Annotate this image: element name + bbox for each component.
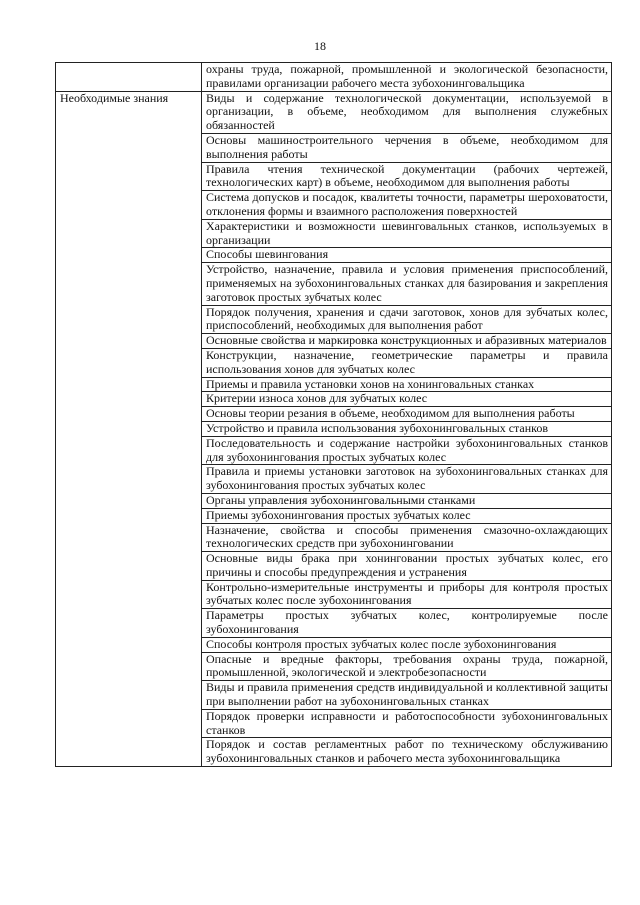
knowledge-item: Порядок получения, хранения и сдачи заготовок, хонов для зубчатых колес, приспособлений, необходимых для выполнения работ (202, 305, 612, 334)
empty-label-cell (56, 63, 202, 92)
knowledge-item: Виды и правила применения средств индивидуальной и коллективной защиты при выполнении работ на зубохонинговальных станках (202, 681, 612, 710)
knowledge-item: Правила чтения технической документации (рабочих чертежей, технологических карт) в объеме, необходимом для выполнения работы (202, 162, 612, 191)
knowledge-item: Приемы зубохонингования простых зубчатых колес (202, 508, 612, 523)
knowledge-item: Конструкции, назначение, геометрические параметры и правила использования хонов для зубчатых колес (202, 348, 612, 377)
knowledge-item: Основы машиностроительного черчения в объеме, необходимом для выполнения работы (202, 133, 612, 162)
knowledge-item: Контрольно-измерительные инструменты и приборы для контроля простых зубчатых колес после зубохонингования (202, 580, 612, 609)
knowledge-item: Порядок проверки исправности и работоспособности зубохонинговальных станков (202, 709, 612, 738)
knowledge-table (55, 62, 612, 767)
knowledge-item: Последовательность и содержание настройки зубохонинговальных станков для зубохонингования простых зубчатых колес (202, 436, 612, 465)
knowledge-item: Устройство и правила использования зубохонинговальных станков (202, 421, 612, 436)
knowledge-item: Основы теории резания в объеме, необходимом для выполнения работы (202, 407, 612, 422)
continuation-row (56, 63, 612, 92)
knowledge-item: Приемы и правила установки хонов на хонинговальных станках (202, 377, 612, 392)
knowledge-item: Основные свойства и маркировка конструкционных и абразивных материалов (202, 334, 612, 349)
knowledge-item: Органы управления зубохонинговальными станками (202, 493, 612, 508)
knowledge-item: Порядок и состав регламентных работ по техническому обслуживанию зубохонинговальных станков и рабочего места зубохонинговальщика (202, 738, 612, 767)
knowledge-item: Виды и содержание технологической документации, используемой в организации, в объеме, необходимом для выполнения служебных обязанностей (202, 91, 612, 133)
knowledge-item: Параметры простых зубчатых колес, контролируемые после зубохонингования (202, 609, 612, 638)
table-row (56, 91, 612, 133)
knowledge-item: Характеристики и возможности шевинговальных станков, используемых в организации (202, 219, 612, 248)
continuation-text: охраны труда, пожарной, промышленной и экологической безопасности, правилами организации рабочего места зубохонинговальщика (202, 63, 612, 92)
section-label: Необходимые знания (56, 91, 202, 766)
page-number: 18 (314, 39, 326, 53)
knowledge-item: Устройство, назначение, правила и условия применения приспособлений, применяемых на зубохонинговальных станках для базирования и закрепления заготовок простых зубчатых колес (202, 263, 612, 305)
knowledge-item: Правила и приемы установки заготовок на зубохонинговальных станках для зубохонингования простых зубчатых колес (202, 465, 612, 494)
knowledge-item: Основные виды брака при хонинговании простых зубчатых колес, его причины и способы предупреждения и устранения (202, 552, 612, 581)
knowledge-item: Система допусков и посадок, квалитеты точности, параметры шероховатости, отклонения формы и взаимного расположения поверхностей (202, 191, 612, 220)
knowledge-item: Назначение, свойства и способы применения смазочно-охлаждающих технологических средств при зубохонинговании (202, 523, 612, 552)
knowledge-item: Опасные и вредные факторы, требования охраны труда, пожарной, промышленной, экологической и электробезопасности (202, 652, 612, 681)
knowledge-item: Критерии износа хонов для зубчатых колес (202, 392, 612, 407)
knowledge-item: Способы контроля простых зубчатых колес после зубохонингования (202, 637, 612, 652)
knowledge-item: Способы шевингования (202, 248, 612, 263)
